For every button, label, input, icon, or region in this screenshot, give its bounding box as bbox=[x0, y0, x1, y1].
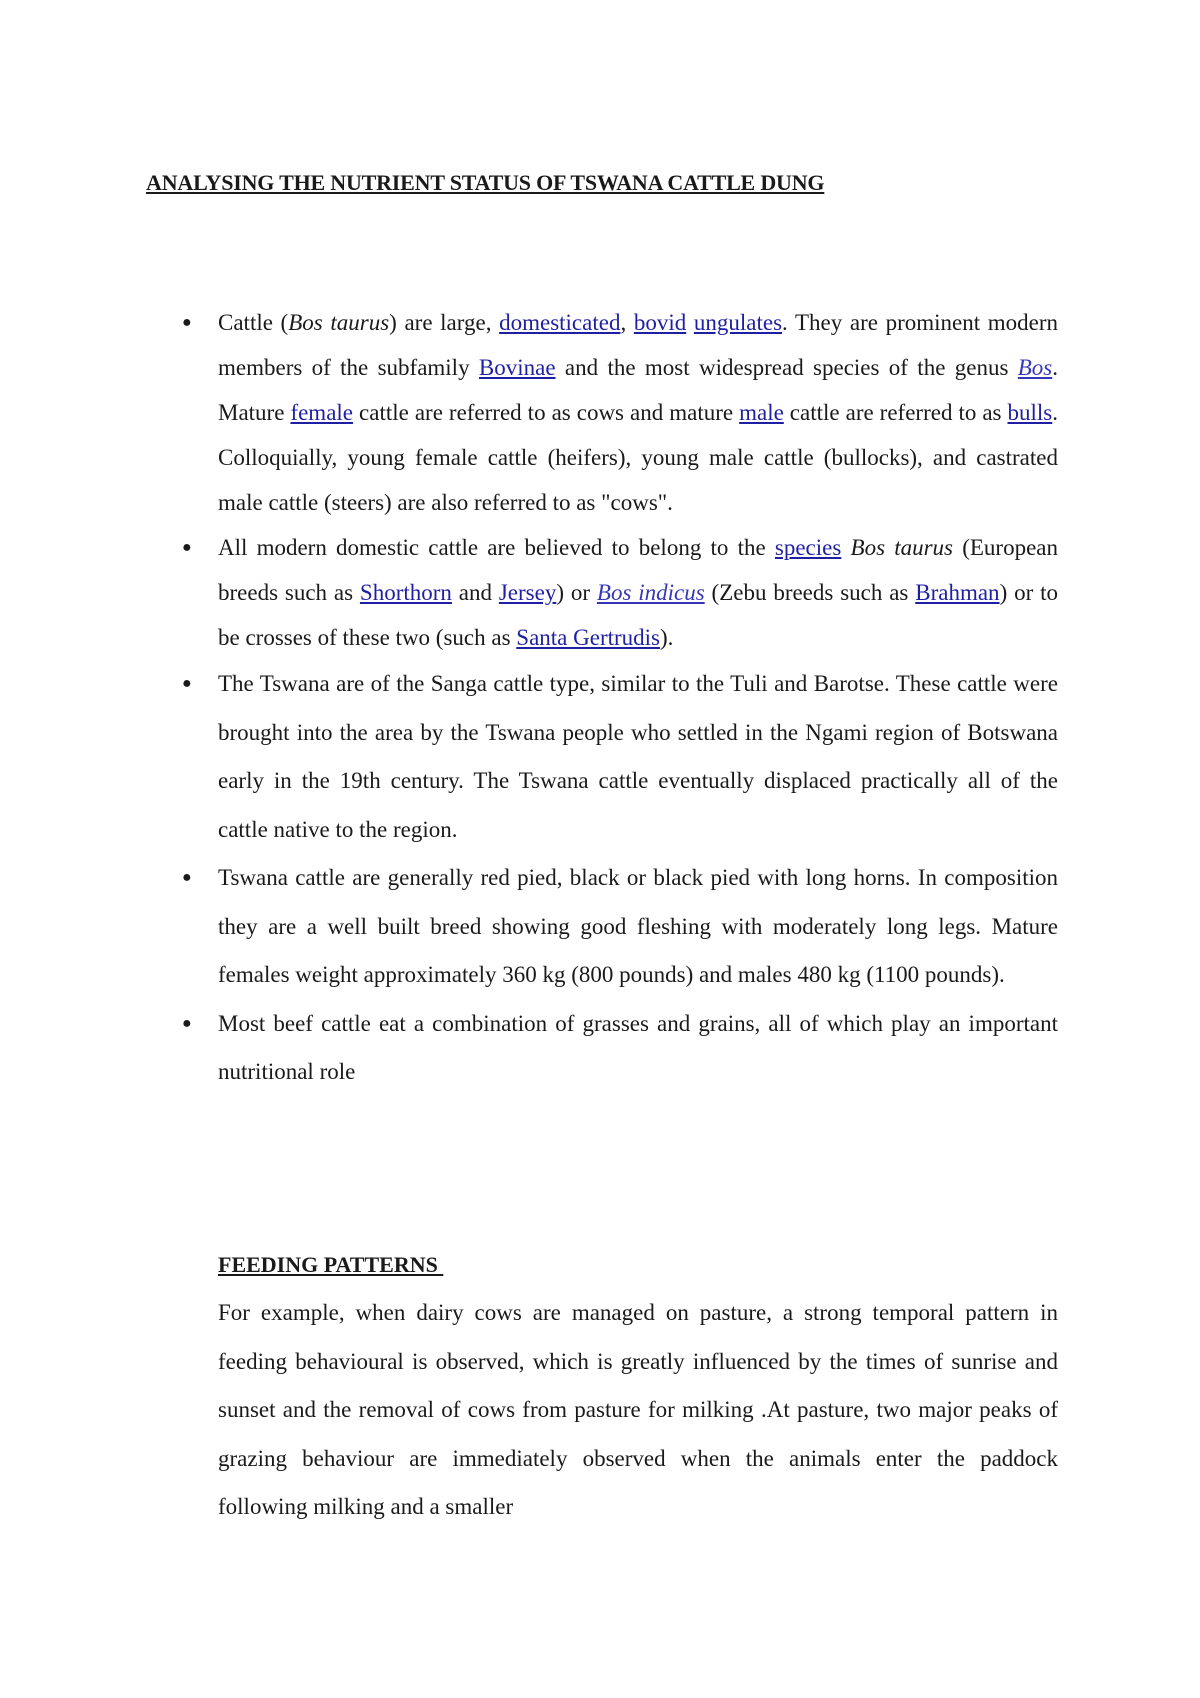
text-segment: ). bbox=[660, 625, 674, 650]
link-species[interactable]: species bbox=[774, 535, 842, 560]
text-segment bbox=[841, 535, 850, 560]
text-segment: . Colloquially, young female cattle (heifers), young male cattle (bullocks), and castrated male cattle (steers) are also referred to as "cows". bbox=[218, 400, 1058, 515]
text-segment: , bbox=[620, 310, 634, 335]
section-paragraph: For example, when dairy cows are managed on pasture, a strong temporal pattern in feeding behavioural is observed, which is greatly influenced by the times of sunrise and sunset and the removal of cows from pasture for milking .At pasture, two major peaks of grazing behaviour are immediately observed when the animals enter the paddock following milking and a smaller bbox=[218, 1300, 1058, 1519]
text-segment: . They are prominent modern members of the subfamily bbox=[218, 310, 1059, 380]
text-segment: Cattle ( bbox=[218, 310, 289, 335]
text-segment: ) or to be crosses of these two (such as bbox=[218, 580, 1058, 650]
link-bos-indicus[interactable]: Bos indicus bbox=[596, 580, 705, 605]
text-segment bbox=[686, 310, 694, 335]
text-segment: All modern domestic cattle are believed to belong to the bbox=[218, 535, 775, 560]
link-bulls[interactable]: bulls bbox=[1007, 400, 1053, 425]
text-segment: and the most widespread species of the genus bbox=[555, 355, 1018, 380]
link-santa-gertrudis[interactable]: Santa Gertrudis bbox=[516, 625, 660, 650]
scientific-name: Bos taurus bbox=[850, 535, 954, 560]
text-segment: cattle are referred to as bbox=[783, 400, 1008, 425]
link-bovid[interactable]: bovid bbox=[633, 310, 687, 335]
text-segment: (European breeds such as bbox=[218, 535, 1058, 605]
link-shorthorn[interactable]: Shorthorn bbox=[359, 580, 452, 605]
text-segment: . Mature bbox=[218, 355, 1058, 425]
text-segment: (Zebu breeds such as bbox=[704, 580, 916, 605]
section-heading: FEEDING PATTERNS bbox=[218, 1252, 444, 1277]
text-segment: ) or bbox=[556, 580, 597, 605]
link-ungulates[interactable]: ungulates bbox=[693, 310, 783, 335]
scientific-name: Bos taurus bbox=[288, 310, 390, 335]
document-title: ANALYSING THE NUTRIENT STATUS OF TSWANA CATTLE DUNG bbox=[146, 170, 825, 195]
link-jersey[interactable]: Jersey bbox=[498, 580, 557, 605]
text-segment: ) are large, bbox=[389, 310, 500, 335]
bullet-list bbox=[0, 300, 1200, 1097]
link-male[interactable]: male bbox=[739, 400, 784, 425]
list-item bbox=[218, 300, 1058, 525]
list-item: ● The Tswana are of the Sanga cattle type, similar to the Tuli and Barotse. These cattle were brought into the area by the Tswana people who settled in the Ngami region of Botswana early in the 19th century. The Tswana cattle eventually displaced practically all of the cattle native to the region. bbox=[218, 660, 1058, 854]
list-item bbox=[218, 525, 1058, 660]
link-brahman[interactable]: Brahman bbox=[915, 580, 1000, 605]
link-female[interactable]: female bbox=[290, 400, 354, 425]
list-item: ● Most beef cattle eat a combination of grasses and grains, all of which play an important nutritional role bbox=[218, 1000, 1058, 1097]
link-domesticated[interactable]: domesticated bbox=[499, 310, 621, 335]
text-segment: cattle are referred to as cows and mature bbox=[353, 400, 740, 425]
link-bovinae[interactable]: Bovinae bbox=[478, 355, 556, 380]
link-bos[interactable]: Bos bbox=[1017, 355, 1053, 380]
list-item: ● Tswana cattle are generally red pied, black or black pied with long horns. In composition they are a well built breed showing good fleshing with moderately long legs. Mature females weight approximately 360 kg (800 pounds) and males 480 kg (1100 pounds). bbox=[218, 854, 1058, 1000]
text-segment: and bbox=[451, 580, 499, 605]
